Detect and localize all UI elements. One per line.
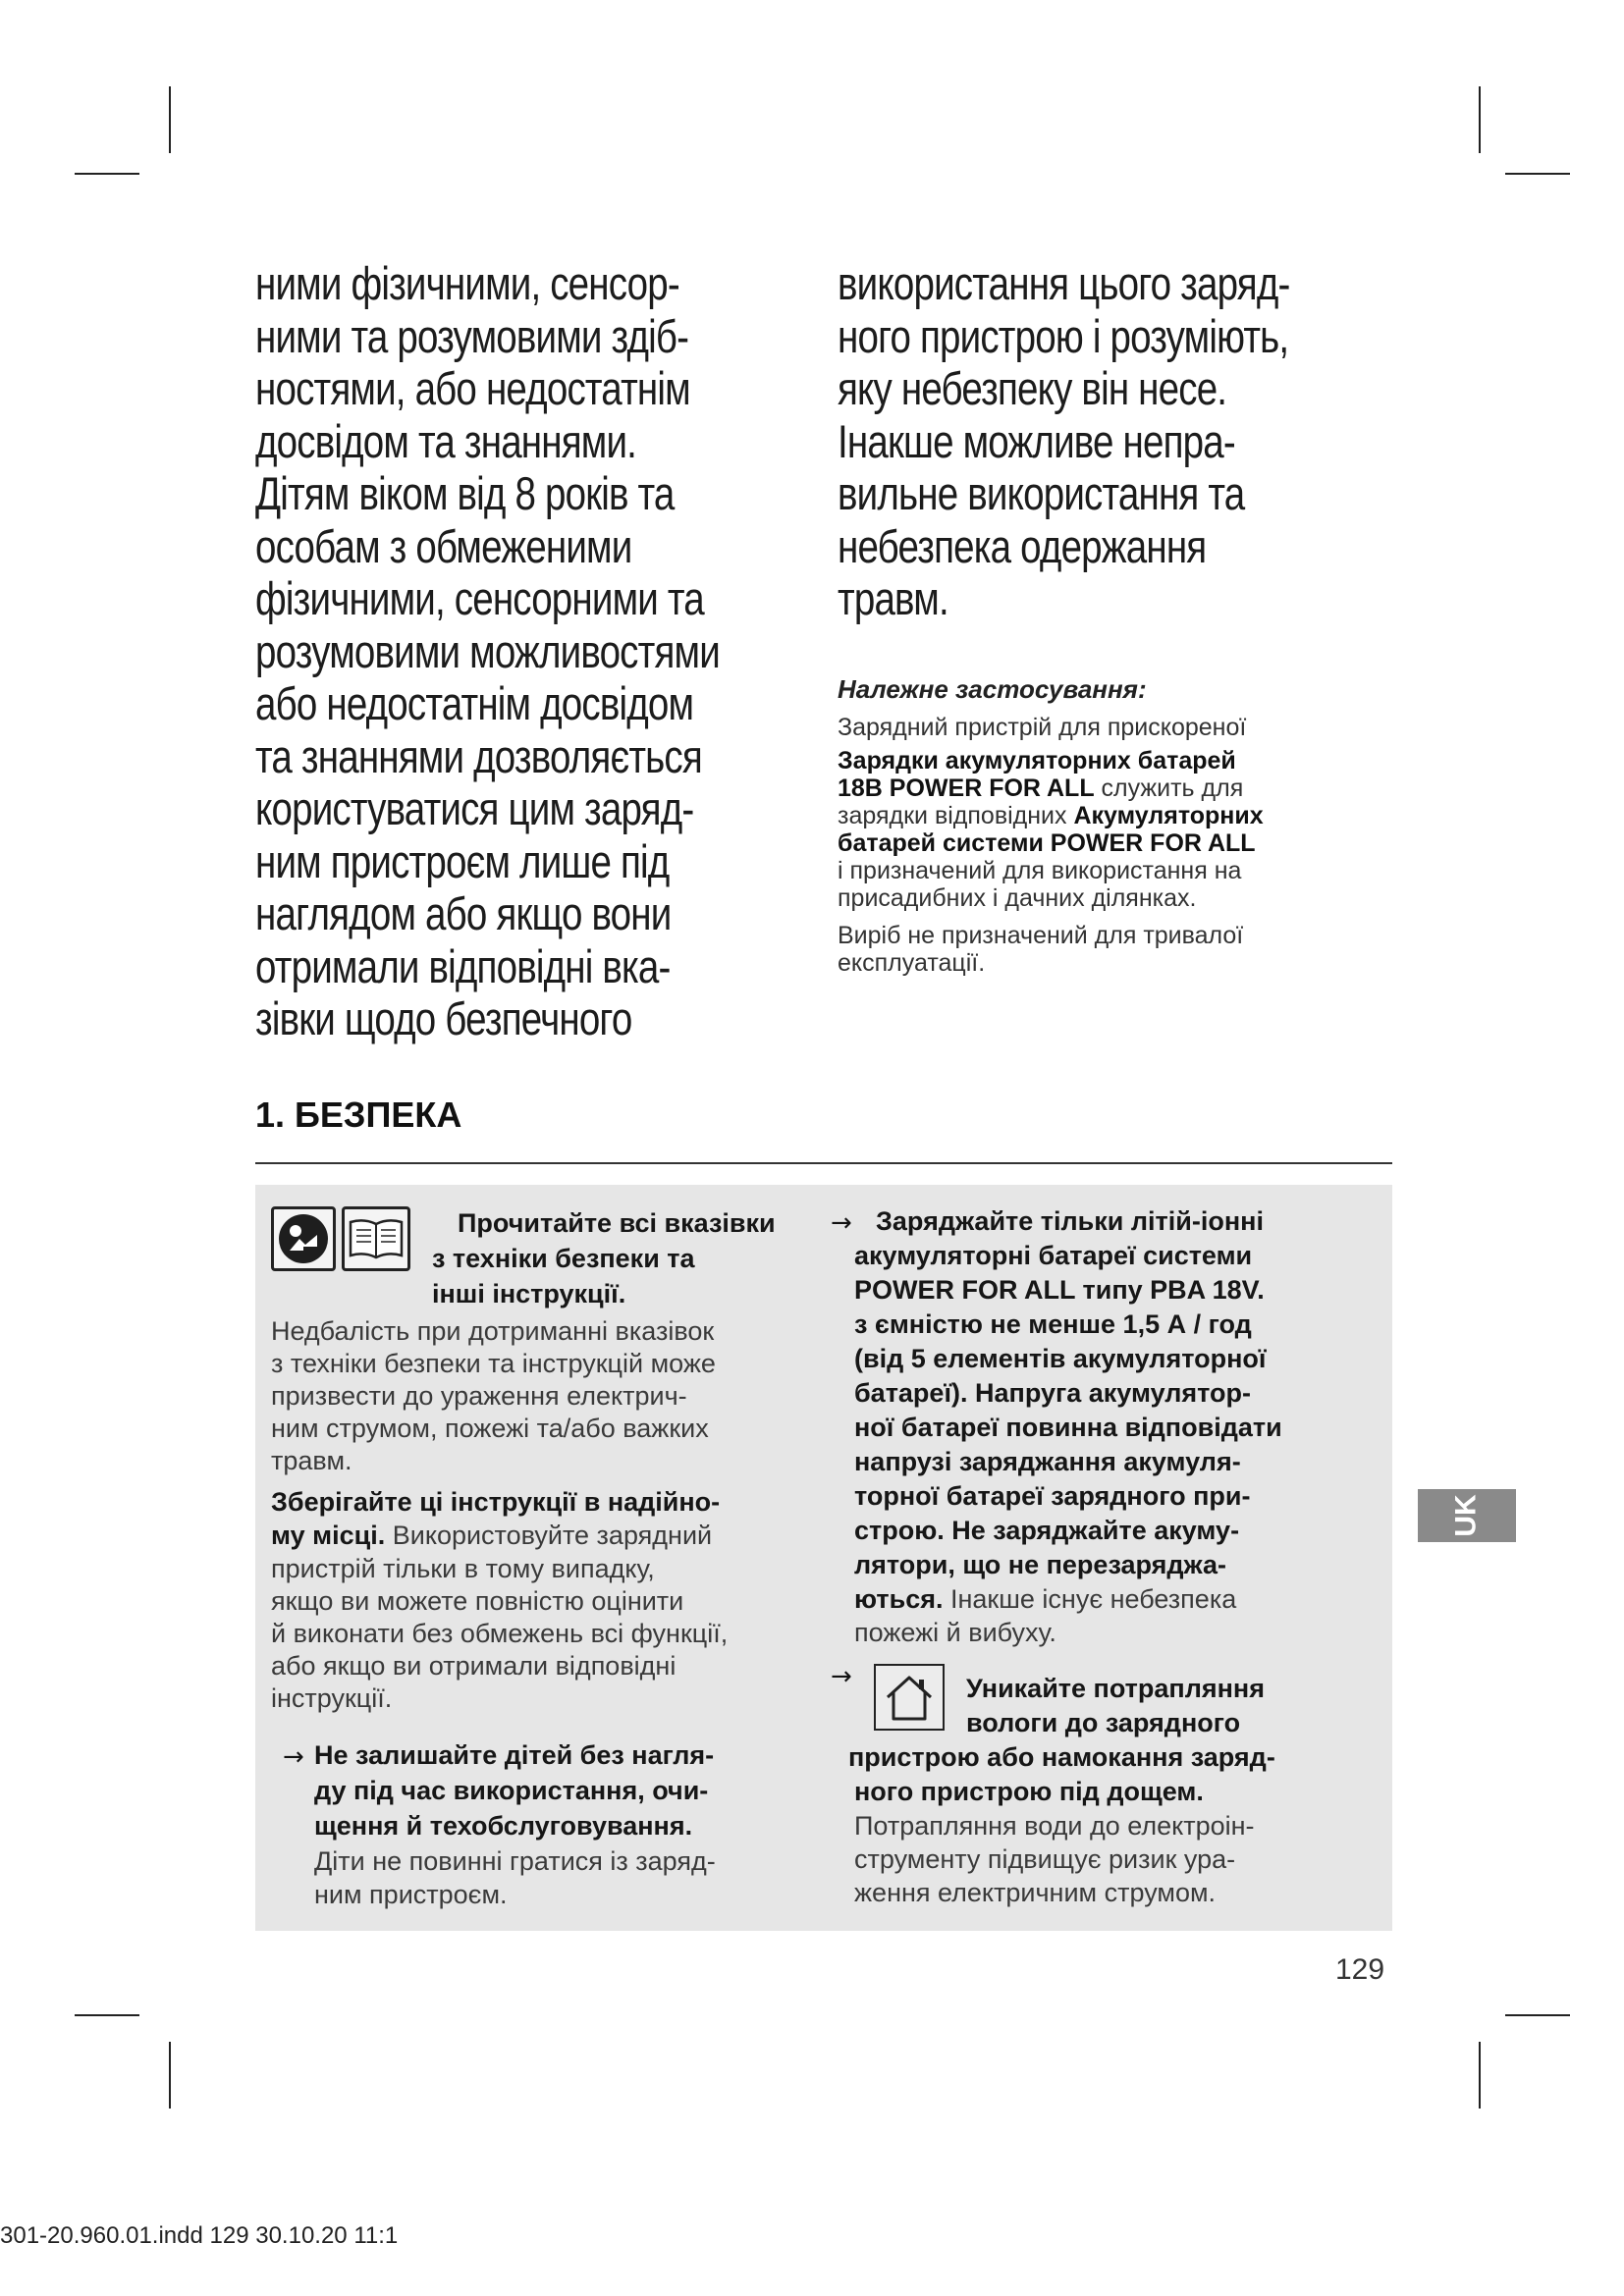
left-text-column (255, 257, 822, 1045)
children-warning-title: щення й техобслуговування. (314, 1811, 693, 1841)
language-tab-label: UK (1450, 1494, 1483, 1537)
text-line: яку небезпеку він несе. (838, 362, 1227, 414)
text-line: Недбалість при дотриманні вказівок (271, 1316, 715, 1346)
crop-mark (75, 2014, 139, 2016)
text-line: травм. (271, 1446, 352, 1475)
children-warning-title: ду під час використання, очи- (314, 1776, 709, 1805)
crop-mark (1479, 86, 1481, 153)
text-line: з техніки безпеки та інструкцій може (271, 1349, 716, 1378)
text-line (271, 1522, 712, 1550)
language-tab (1418, 1489, 1516, 1542)
crop-mark (75, 173, 139, 175)
text-line: ним пристроєм лише під (255, 834, 670, 887)
text-line (838, 802, 1264, 829)
text-line: отримали відповідні вка- (255, 939, 671, 992)
text-line: та знаннями дозволяється (255, 729, 702, 782)
read-instructions-title: інші інструкції. (432, 1279, 626, 1308)
intended-use-heading: Належне застосування: (838, 674, 1147, 704)
charge-warning: (від 5 елементів акумуляторної (854, 1344, 1267, 1373)
read-instructions-title: Прочитайте всі вказівки (458, 1208, 776, 1238)
crop-mark (1505, 173, 1570, 175)
charge-warning: Заряджайте тільки літій-іонні (876, 1206, 1264, 1236)
bold-text: батарей системи POWER FOR ALL (838, 829, 1256, 857)
text-line: призвести до ураження електрич- (271, 1381, 687, 1411)
text-line (838, 747, 1264, 774)
bold-text: му місці. (271, 1521, 386, 1550)
text-line: якщо ви можете повністю оцінити (271, 1586, 684, 1616)
text-line: вильне використання та (838, 467, 1245, 519)
charge-warning: ної батареї повинна відповідати (854, 1413, 1282, 1442)
text-span: служить для (1094, 774, 1244, 802)
text-line: травм. (838, 572, 948, 624)
page-number: 129 (1335, 1953, 1385, 1986)
text-line (838, 774, 1264, 802)
read-instructions-title: з техніки безпеки та (432, 1244, 695, 1273)
text-line: присадибних і дачних ділянках. (838, 884, 1197, 912)
arrow-icon: → (831, 1208, 852, 1238)
file-slug: 301-20.960.01.indd 129 30.10.20 11:1 (0, 2222, 399, 2249)
right-text-column (838, 257, 1389, 625)
text-line: експлуатації. (838, 949, 986, 977)
text-span: Інакше існує небезпека (943, 1584, 1237, 1614)
text-line: або недостатнім досвідом (255, 677, 694, 729)
text-line: Діти не повинні гратися із заряд- (314, 1846, 716, 1876)
text-line: ження електричним струмом. (854, 1878, 1217, 1907)
bold-text: Акумуляторних (1073, 802, 1264, 829)
text-line: пожежі й вибуху. (854, 1618, 1056, 1647)
moisture-warning-title: вологи до зарядного (966, 1708, 1241, 1737)
children-warning-title: Не залишайте дітей без нагля- (314, 1740, 715, 1770)
text-line: інструкції. (271, 1683, 393, 1713)
text-span: зарядки відповідних (838, 802, 1074, 829)
text-line: ними фізичними, сенсор- (255, 257, 679, 309)
text-line: ностями, або недостатнім (255, 362, 690, 414)
crop-mark (1479, 2042, 1481, 2109)
intended-use-block (838, 672, 1264, 977)
moisture-warning-title: пристрою або намокання заряд- (848, 1742, 1275, 1772)
text-line: зівки щодо безпечного (255, 992, 632, 1044)
text-line: фізичними, сенсорними та (255, 572, 704, 624)
bold-text: 18В POWER FOR ALL (838, 774, 1095, 802)
text-line: Зарядний пристрій для прискореної (838, 714, 1247, 741)
bold-text: Зарядки акумуляторних батарей (838, 747, 1236, 774)
charge-warning: з ємністю не менше 1,5 А / год (854, 1309, 1252, 1339)
crop-mark (169, 2042, 171, 2109)
moisture-warning-title: ного пристрою під дощем. (854, 1777, 1204, 1806)
text-line: наглядом або якщо вони (255, 887, 672, 939)
charge-warning: акумуляторні батареї системи (854, 1241, 1253, 1270)
charge-warning: строю. Не заряджайте акуму- (854, 1516, 1240, 1545)
bold-text: ються. (854, 1584, 944, 1614)
text-line: Інакше можливе непра- (838, 414, 1235, 467)
text-span: Використовуйте зарядний (385, 1521, 713, 1550)
text-line: особам з обмеженими (255, 519, 632, 572)
crop-mark (1505, 2014, 1570, 2016)
text-line: Виріб не призначений для тривалої (838, 922, 1244, 949)
text-line: ним пристроєм. (314, 1880, 508, 1909)
charge-warning: напрузі заряджання акумуля- (854, 1447, 1241, 1476)
text-line (854, 1585, 1236, 1614)
text-line: і призначений для використання на (838, 857, 1242, 884)
text-line: струменту підвищує ризик ура- (854, 1844, 1236, 1874)
text-line: ними та розумовими здіб- (255, 309, 689, 362)
charge-warning: батареї). Напруга акумулятор- (854, 1378, 1251, 1408)
text-line: ного пристрою і розуміють, (838, 309, 1289, 362)
arrow-icon: → (283, 1742, 304, 1772)
section-title: 1. БЕЗПЕКА (255, 1095, 462, 1135)
moisture-warning-title: Уникайте потрапляння (966, 1674, 1265, 1703)
text-line: ним струмом, пожежі та/або важких (271, 1414, 709, 1443)
text-line: Потрапляння води до електроін- (854, 1811, 1255, 1841)
book-icon (342, 1206, 410, 1271)
text-line: досвідом та знаннями. (255, 414, 637, 467)
text-line: Зберігайте ці інструкції в надійно- (271, 1487, 721, 1517)
arrow-icon: → (831, 1662, 852, 1691)
text-line: розумовими можливостями (255, 624, 720, 677)
text-line: використання цього заряд- (838, 257, 1290, 309)
text-line: пристрій тільки в тому випадку, (271, 1554, 655, 1583)
text-line: небезпека одержання (838, 519, 1207, 572)
charge-warning: POWER FOR ALL типу PBA 18V. (854, 1275, 1265, 1305)
section-divider (255, 1162, 1392, 1164)
text-line: Дітям віком від 8 років та (255, 467, 675, 519)
read-manual-icon (271, 1206, 336, 1271)
text-line: користуватися цим заряд- (255, 782, 694, 834)
text-line (838, 829, 1264, 857)
charge-warning: торної батареї зарядного при- (854, 1481, 1251, 1511)
text-line: або якщо ви отримали відповідні (271, 1651, 677, 1681)
charge-warning: лятори, що не перезаряджа- (854, 1550, 1227, 1579)
text-line: й виконати без обмежень всі функції, (271, 1619, 729, 1648)
house-icon (874, 1664, 945, 1731)
crop-mark (169, 86, 171, 153)
